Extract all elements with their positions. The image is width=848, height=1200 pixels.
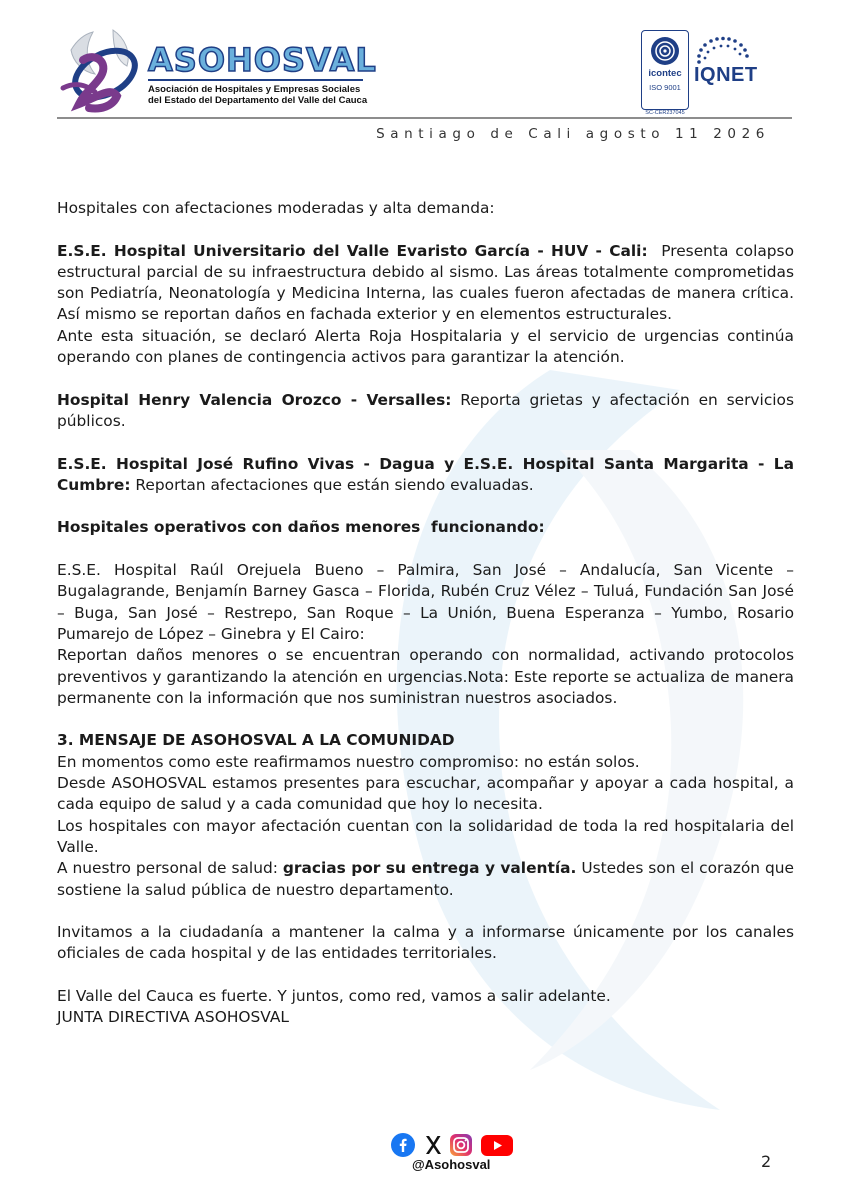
paragraph-hospital-list: E.S.E. Hospital Raúl Orejuela Bueno – Palmira, San José – Andalucía, San Vicente – Bugalagrande, Benjamín Barney Gasca – Florida, Rubén Cruz Vélez – Tuluá, Fundación San José – Buga, San José – Restrepo, San Roque – La Unión, Buena Esperanza – Yumbo, Rosario Pumarejo de López – Ginebra y El Cairo: xyxy=(57,561,794,643)
instagram-icon[interactable] xyxy=(449,1133,473,1157)
paragraph-versalles-text: Reporta grietas y afectación en servicios públicos. xyxy=(57,390,794,430)
signature-junta: JUNTA DIRECTIVA ASOHOSVAL xyxy=(57,1008,289,1027)
icontec-circle-icon xyxy=(651,37,679,65)
iqnet-dots-icon xyxy=(693,36,753,66)
icontec-label: icontec xyxy=(648,68,682,79)
icontec-badge xyxy=(641,30,689,110)
cert-code: SC-CER237045 xyxy=(645,110,685,116)
header-rule xyxy=(57,117,792,119)
iqnet-label: IQNET xyxy=(694,64,758,86)
logo-subtitle-line-1: Asociación de Hospitales y Empresas Sociales xyxy=(148,84,361,95)
asohosval-logo-icon xyxy=(55,22,145,114)
section-heading-operativos: Hospitales operativos con daños menores funcionando: xyxy=(57,518,545,537)
paragraph-huv-title: E.S.E. Hospital Universitario del Valle Evaristo García - HUV - Cali: xyxy=(57,241,648,260)
social-icons xyxy=(391,1133,517,1159)
paragraph-personal-bold: gracias por su entrega y valentía. xyxy=(282,859,577,878)
logo-name: ASOHOSVAL xyxy=(148,41,377,79)
paragraph-presentes: Desde ASOHOSVAL estamos presentes para escuchar, acompañar y apoyar a cada hospital, a cada equipo de salud y a cada comunidad que hoy lo necesita. xyxy=(57,774,794,814)
logo-divider xyxy=(148,79,363,81)
x-icon[interactable] xyxy=(421,1133,445,1157)
paragraph-dagua-text: Reportan afectaciones que están siendo evaluadas. xyxy=(135,475,534,494)
logo-text xyxy=(148,41,377,106)
paragraph-versalles xyxy=(57,390,794,433)
paragraph-dagua-title: E.S.E. Hospital José Rufino Vivas - Dagua y E.S.E. Hospital Santa Margarita - La Cumbre: xyxy=(57,454,794,494)
social-handle: @Asohosval xyxy=(412,1157,491,1172)
facebook-icon[interactable] xyxy=(391,1133,415,1157)
section-intro: Hospitales con afectaciones moderadas y alta demanda: xyxy=(57,199,495,217)
paragraph-personal-a: A nuestro personal de salud: xyxy=(57,859,278,878)
document-date: Santiago de Cali agosto 11 2026 xyxy=(376,126,770,142)
paragraph-valle-fuerte: El Valle del Cauca es fuerte. Y juntos, como red, vamos a salir adelante. xyxy=(57,986,611,1005)
logo-subtitle-line-2: del Estado del Departamento del Valle del Cauca xyxy=(148,95,368,106)
paragraph-dagua xyxy=(57,454,794,497)
section-heading-mensaje: 3. MENSAJE DE ASOHOSVAL A LA COMUNIDAD xyxy=(57,731,455,750)
youtube-icon[interactable] xyxy=(481,1133,513,1157)
paragraph-compromiso: En momentos como este reafirmamos nuestro compromiso: no están solos. xyxy=(57,752,640,771)
paragraph-personal xyxy=(57,858,794,901)
paragraph-solidaridad: Los hospitales con mayor afectación cuentan con la solidaridad de toda la red hospitalaria del Valle. xyxy=(57,816,794,856)
paragraph-alerta: Ante esta situación, se declaró Alerta Roja Hospitalaria y el servicio de urgencias continúa operando con planes de contingencia activos para garantizar la atención. xyxy=(57,326,794,367)
document-header xyxy=(0,0,848,160)
paragraph-huv xyxy=(57,241,794,326)
paragraph-huv-text: Presenta colapso estructural parcial de su infraestructura debido al sismo. Las áreas totalmente comprometidas son Pediatría, Neonatología y Medicina Interna, las cuales fueron afectadas de manera crítica. Así mismo se reportan daños en fachada exterior y en elementos estructurales. xyxy=(57,241,794,324)
document-body xyxy=(57,198,794,1029)
paragraph-reportan: Reportan daños menores o se encuentran operando con normalidad, activando protocolos preventivos y garantizando la atención en urgencias.Nota: Este reporte se actualiza de manera permanente con la información que nos suministran nuestros asociados. xyxy=(57,646,794,707)
page-number: 2 xyxy=(761,1152,772,1171)
paragraph-personal-b: Ustedes son el corazón que sostiene la salud pública de nuestro departamento. xyxy=(57,859,794,899)
paragraph-invitamos: Invitamos a la ciudadanía a mantener la calma y a informarse únicamente por los canales oficiales de cada hospital y de las entidades territoriales. xyxy=(57,923,794,963)
certification-badges xyxy=(641,30,781,116)
iso-label: ISO 9001 xyxy=(649,83,681,92)
paragraph-versalles-title: Hospital Henry Valencia Orozco - Versalles: xyxy=(57,390,452,409)
